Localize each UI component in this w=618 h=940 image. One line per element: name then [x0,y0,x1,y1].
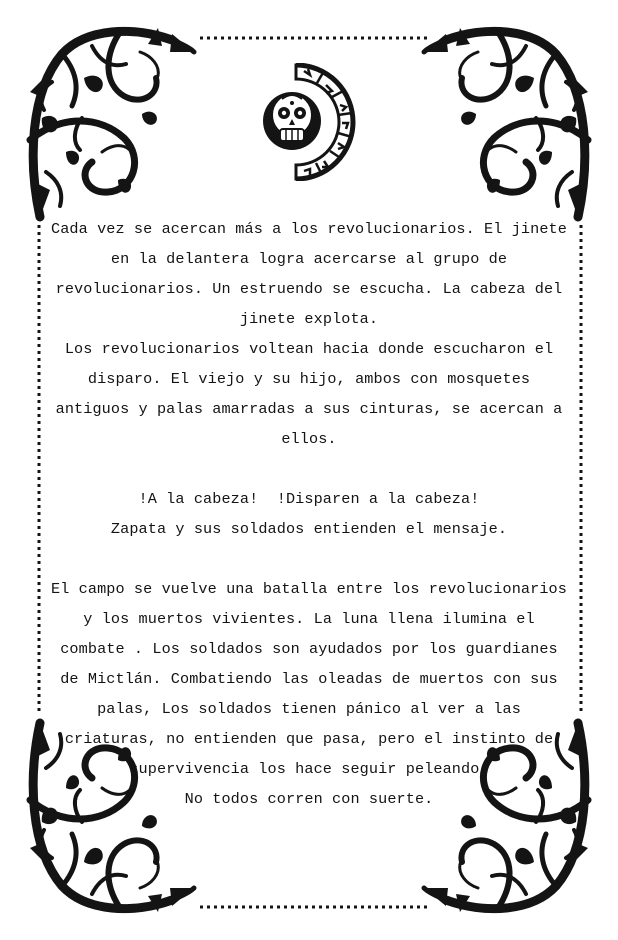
story-text [48,214,570,814]
story-paragraph-1: Cada vez se acercan más a los revolucionarios. El jinete en la delantera logra acercarse al grupo de revolucionarios. Un estruendo se escucha. La cabeza del jinete explota. [51,220,567,328]
paragraph-spacer [48,544,570,574]
shout-line: !A la cabeza! !Disparen a la cabeza! [138,490,480,508]
aztec-skull-calendar-icon [263,65,353,179]
story-paragraph-4: El campo se vuelve una batalla entre los revolucionarios y los muertos vivientes. La luna llena ilumina el combate . Los soldados son ayudados por los guardianes de Mictlán. Combatiendo las oleadas de muertos con sus palas, Los soldados tienen pánico al ver a las criaturas, no entienden que pasa, pero el instinto de supervivencia los hace seguir peleando. [51,580,567,778]
paragraph-spacer [48,454,570,484]
story-paragraph-5: No todos corren con suerte. [184,790,434,808]
corner-ornament-top-right [421,22,596,222]
corner-ornament-top-left [22,22,197,222]
story-paragraph-2: Los revolucionarios voltean hacia donde escucharon el disparo. El viejo y su hijo, ambos con mosquetes antiguos y palas amarradas a sus cinturas, se acercan a ellos. [55,340,563,448]
story-paragraph-3: Zapata y sus soldados entienden el mensaje. [110,520,508,538]
aztec-skull-emblem [260,63,356,181]
